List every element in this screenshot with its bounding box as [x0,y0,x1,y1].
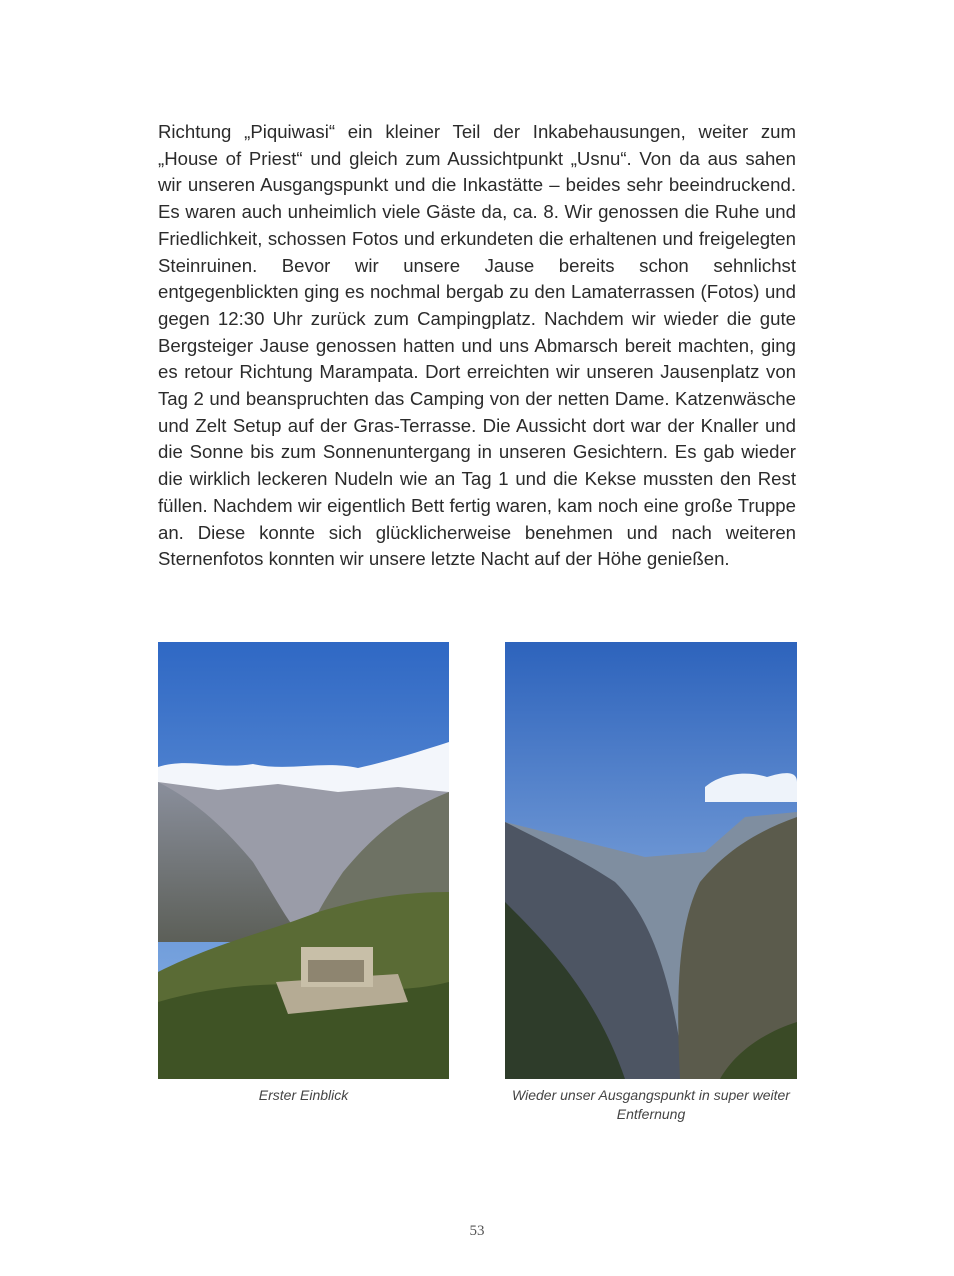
photo-ruins [158,642,449,1079]
photo-ruins-image [158,642,449,1079]
photo-valley [505,642,797,1079]
photo-ruins-caption: Erster Einblick [258,1087,349,1103]
photo-valley-caption: Wieder unser Ausgangspunkt in super weiter Entfernung [512,1087,790,1122]
photo-valley-image [505,642,797,1079]
page-number: 53 [469,1223,485,1239]
body-paragraph: Richtung „Piquiwasi“ ein kleiner Teil der Inkabehausungen, weiter zum „House of Priest“ und gleich zum Aussichtpunkt „Usnu“. Von da aus sahen wir unseren Ausgangspunkt und die Inkastätte – beides sehr beeindruckend. Es waren auch unheimlich viele Gäste da, ca. 8. Wir genossen die Ruhe und Friedlichkeit, schossen Fotos und erkundeten die erhaltenen und freigelegten Steinruinen. Bevor wir unsere Jause bereits schon sehnlichst entgegenblickten ging es nochmal bergab zu den Lamaterrassen (Fotos) und gegen 12:30 Uhr zurück zum Campingplatz. Nachdem wir wieder die gute Bergsteiger Jause genossen hatten und uns Abmarsch bereit machten, ging es retour Richtung Marampata. Dort erreichten wir unseren Jausenplatz von Tag 2 und beanspruchten das Camping von der netten Dame. Katzenwäsche und Zelt Setup auf der Gras-Terrasse. Die Aussicht dort war der Knaller und die Sonne bis zum Sonnenuntergang in unseren Gesichtern. Es gab wieder die wirklich leckeren Nudeln wie an Tag 1 und die Kekse mussten den Rest füllen. Nachdem wir eigentlich Bett fertig waren, kam noch eine große Truppe an. Diese konnte sich glücklicherweise benehmen und nach weiteren Sternenfotos konnten wir unsere letzte Nacht auf der Höhe genießen. [158,121,796,570]
